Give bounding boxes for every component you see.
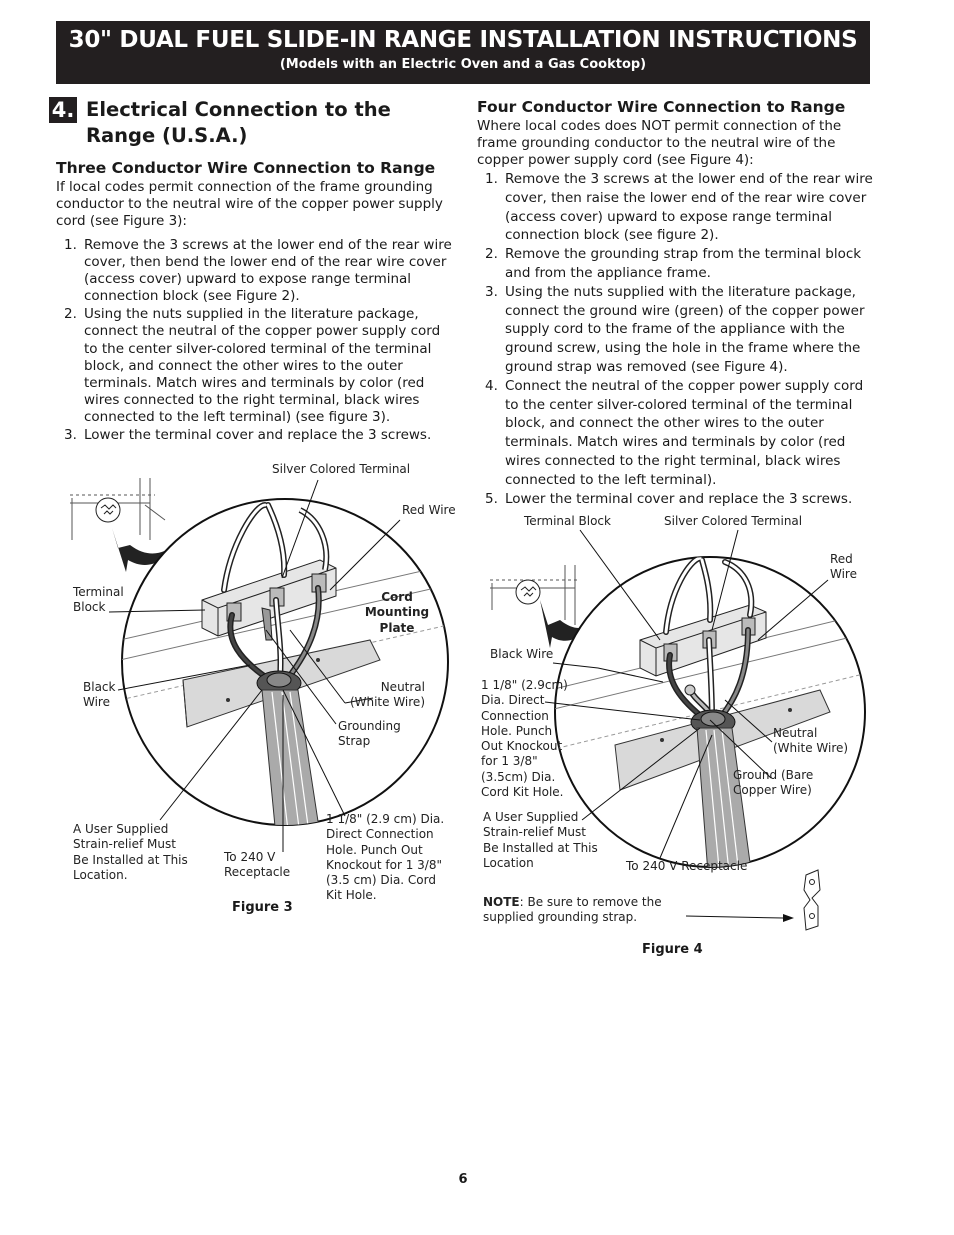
list-item: 1. Remove the 3 screws at the lower end of the rear wire cover, then bend the lower end of the rear wire cover (access cover) upward to expose range terminal connection block (see Figure 2).: [64, 237, 452, 305]
grounding-strap-icon: [804, 870, 820, 930]
fig4-label-terminal-block: Terminal Block: [524, 514, 611, 528]
three-conductor-steps: [56, 237, 456, 445]
page-number: 6: [458, 1172, 468, 1187]
fig3-label-receptacle: To 240 V Receptacle: [224, 850, 291, 880]
fig4-label-silver-terminal: Silver Colored Terminal: [664, 514, 803, 528]
list-item: 2. Remove the grounding strap from the terminal block and from the appliance frame.: [485, 246, 862, 281]
list-item: 3. Lower the terminal cover and replace the 3 screws.: [64, 427, 432, 444]
fig4-label-black-wire: Black Wire: [490, 647, 554, 661]
header-banner: [56, 21, 870, 84]
three-conductor-intro: If local codes permit connection of the frame grounding conductor to the neutral wire of the copper power supply cord (see Figure 3):: [56, 179, 443, 229]
fig3-label-red-wire: Red Wire: [402, 503, 456, 517]
three-conductor-heading: Three Conductor Wire Connection to Range: [56, 159, 436, 177]
list-item: 4. Connect the neutral of the copper power supply cord to the center silver-colored terminal of the terminal block, and connect the other wires to the outer terminals. Match wires and terminals by color (red wires connected to the right terminal, black wires connected to the left terminal).: [485, 377, 864, 488]
list-item: 3. Using the nuts supplied with the literature package, connect the ground wire (green) of the copper power supply cord to the frame of the appliance with the ground screw, using the hole in the frame where the ground strap was removed (see Figure 4).: [485, 283, 865, 375]
figure-3-caption: Figure 3: [232, 900, 293, 915]
fig4-note: NOTE: Be sure to remove the supplied grounding strap.: [483, 895, 662, 925]
fig4-label-red-wire: Red Wire: [830, 552, 857, 582]
fig3-label-neutral: Neutral (White Wire): [349, 680, 425, 710]
four-conductor-heading: Four Conductor Wire Connection to Range: [477, 98, 846, 116]
fig3-label-hole: 1 1/8" (2.9 cm) Dia. Direct Connection Hole. Punch Out Knockout for 1 3/8" (3.5 cm) Dia. Cord Kit Hole.: [326, 812, 445, 903]
list-item: 2. Using the nuts supplied in the literature package, connect the neutral of the copper power supply cord to the center silver-colored terminal of the terminal block, and connect the other wires to the outer terminals. Match wires and terminals by color (red wires connected to the right terminal, black wires connected to the left terminal) (see figure 3).: [64, 306, 441, 425]
fig3-label-terminal-block: Terminal Block: [73, 585, 124, 615]
fig3-label-cord-plate: Cord Mounting Plate: [364, 590, 430, 635]
list-item: 1. Remove the 3 screws at the lower end of the rear wire cover, then raise the lower end of the rear wire cover (access cover) upward to expose range terminal connection block (see figure 2).: [485, 171, 873, 244]
list-item: 5. Lower the terminal cover and replace the 3 screws.: [485, 490, 853, 507]
fig4-label-neutral: Neutral (White Wire): [773, 726, 849, 756]
fig4-label-strain-relief: A User Supplied Strain-relief Must Be Installed at This Location: [483, 810, 598, 870]
document-title: 30" DUAL FUEL SLIDE-IN RANGE INSTALLATION INSTRUCTIONS: [68, 27, 858, 53]
fig3-label-silver-terminal: Silver Colored Terminal: [272, 462, 411, 476]
four-conductor-intro: Where local codes does NOT permit connection of the frame grounding conductor to the neutral wire of the copper power supply cord (see Figure 4):: [477, 118, 842, 168]
arrow-icon: [783, 914, 794, 922]
section-title: Electrical Connection to the Range (U.S.A.): [86, 98, 391, 147]
range-back-corner-icon: [490, 565, 580, 625]
document-subtitle: (Models with an Electric Oven and a Gas Cooktop): [279, 57, 647, 72]
section-number: 4.: [49, 97, 77, 123]
range-back-corner-icon: [70, 478, 165, 540]
figure-4-caption: Figure 4: [642, 942, 703, 957]
fig3-label-strain-relief: A User Supplied Strain-relief Must Be Installed at This Location.: [73, 822, 188, 882]
four-conductor-steps: [477, 170, 873, 508]
fig3-label-grounding-strap: Grounding Strap: [338, 719, 401, 749]
fig4-label-ground: Ground (Bare Copper Wire): [733, 768, 814, 798]
fig3-label-black-wire: Black Wire: [83, 680, 116, 710]
fig4-label-receptacle: To 240 V Receptacle: [626, 859, 748, 873]
fig4-label-hole: 1 1/8" (2.9cm) Dia. Direct Connection Hole. Punch Out Knockout for 1 3/8" (3.5cm) Dia. Cord Kit Hole.: [481, 678, 568, 800]
